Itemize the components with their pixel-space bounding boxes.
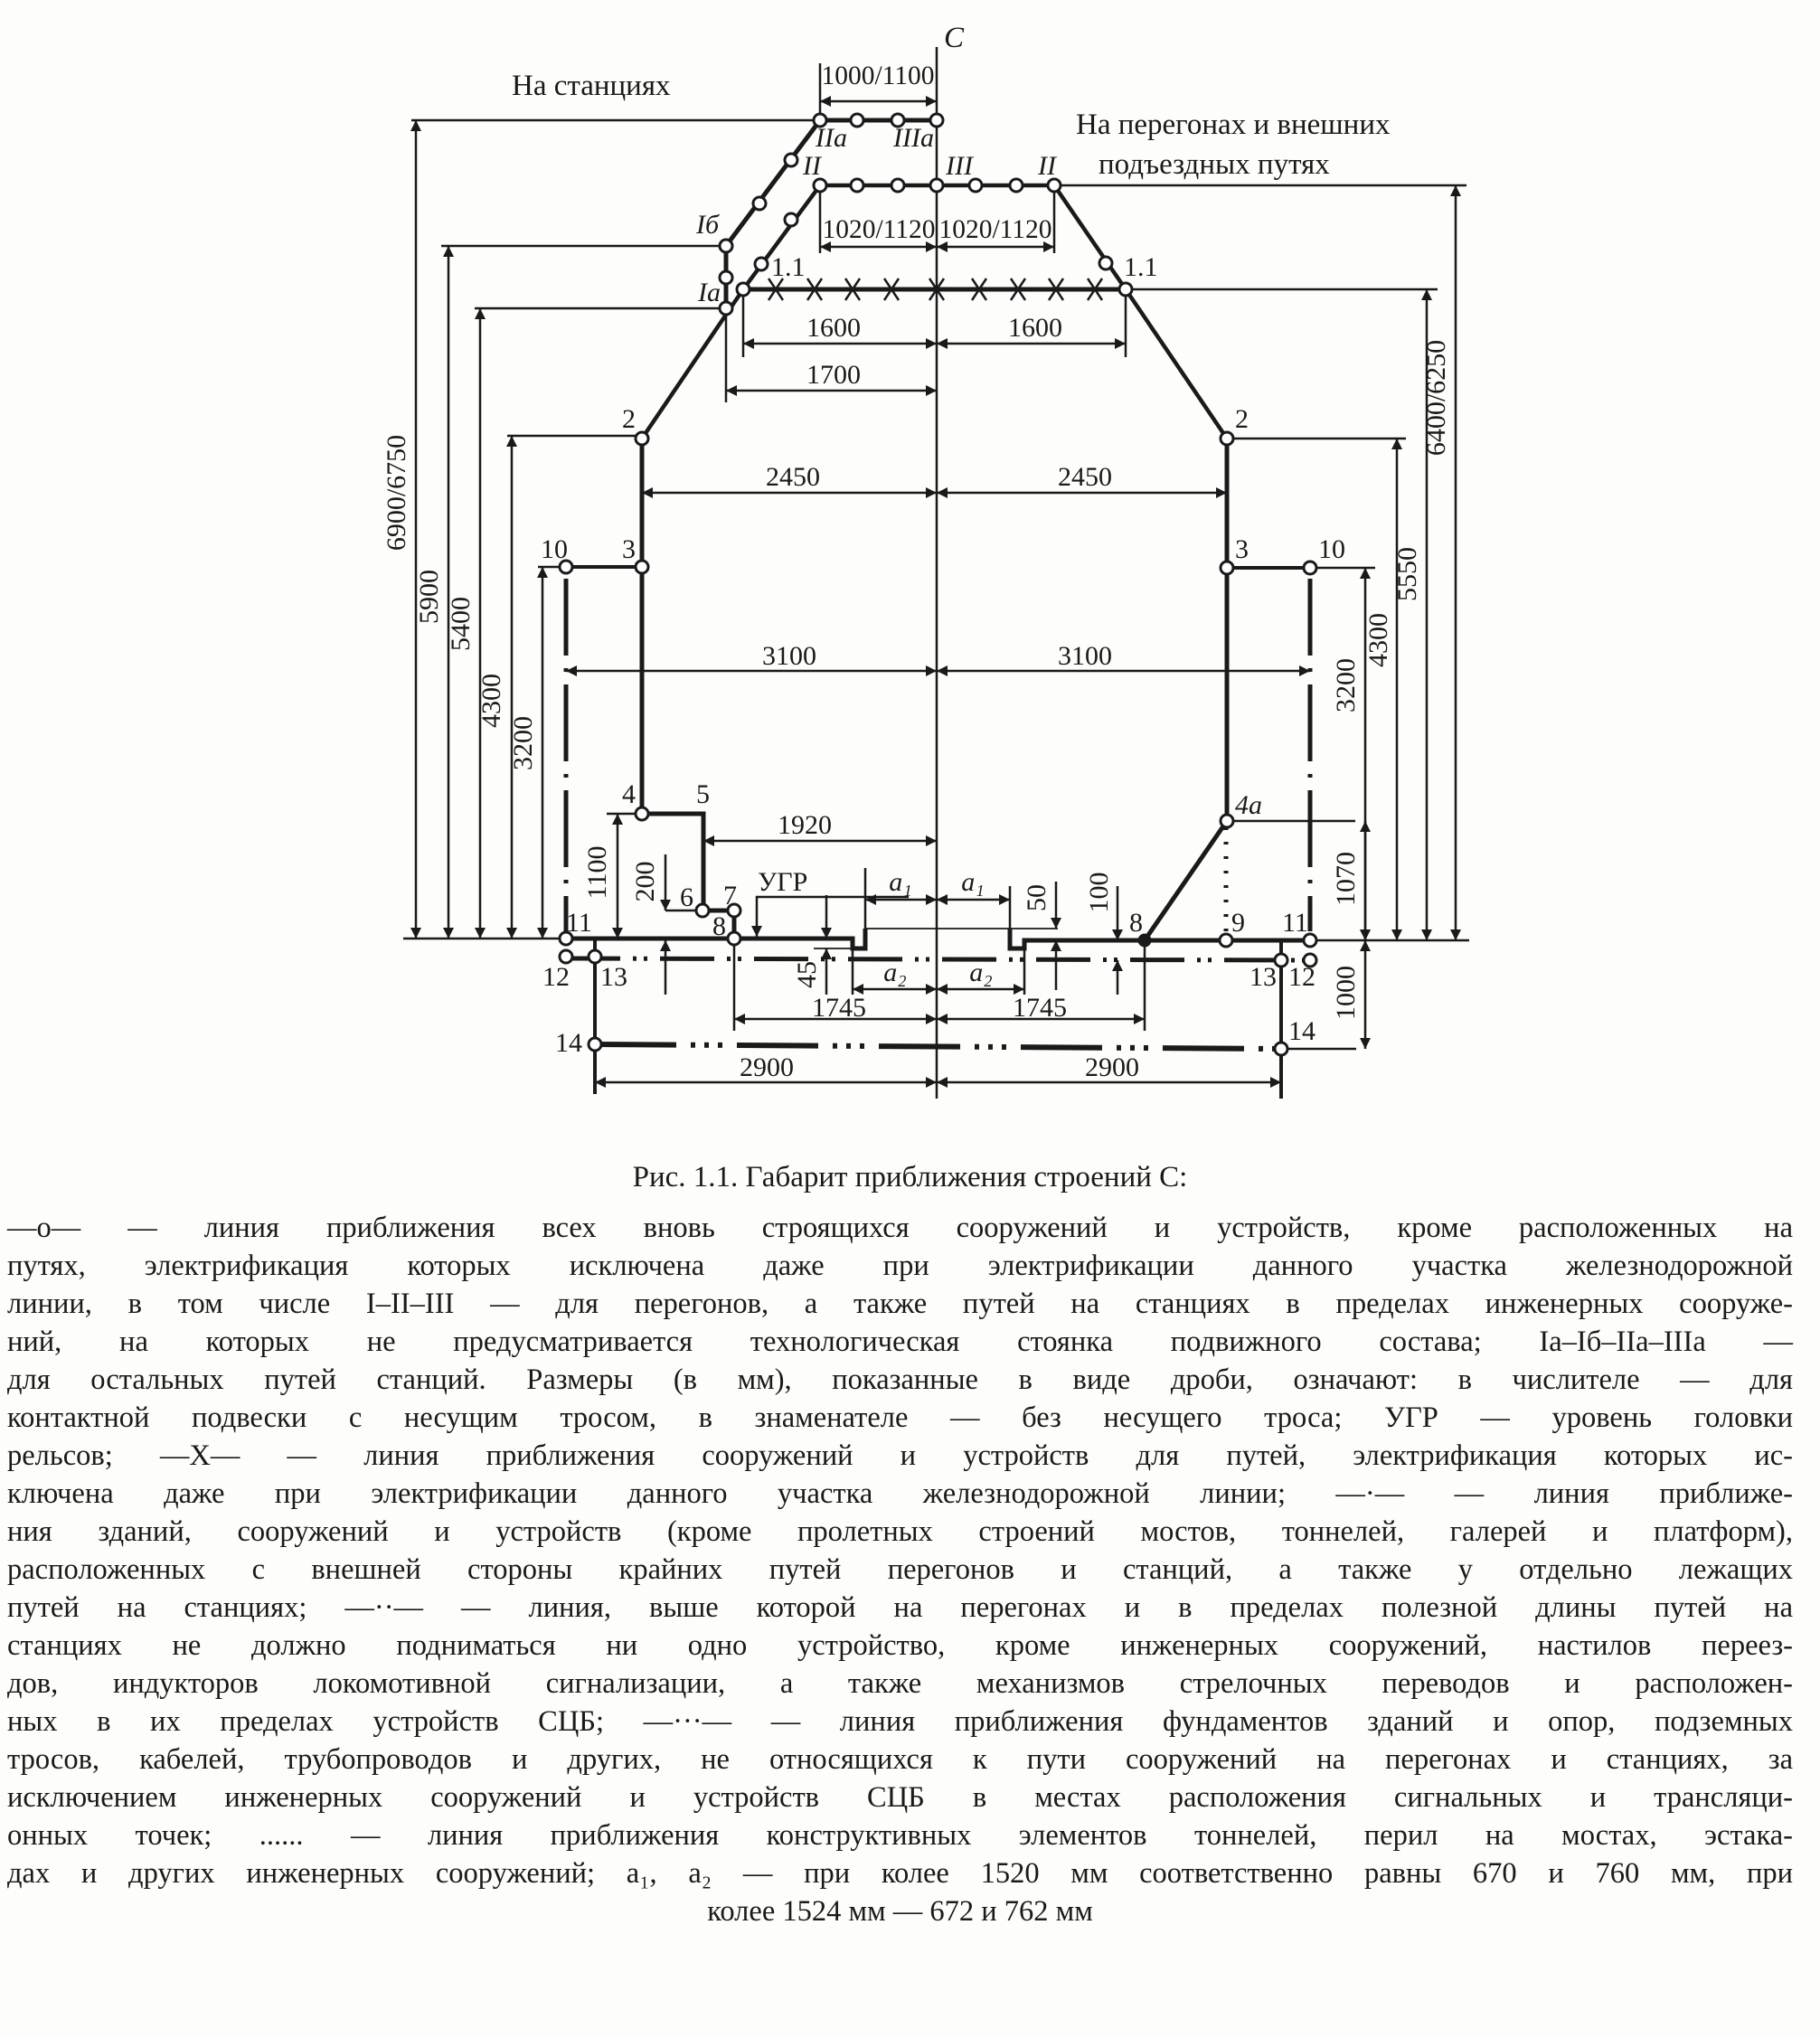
dim-1745-right: 1745 — [1013, 993, 1067, 1023]
dim-2450-left: 2450 — [766, 462, 820, 492]
caption-line: ключена даже при электрификации данного участка железнодорожной линии; —·— — линия приближе- — [7, 1477, 1793, 1510]
label-11-left: 11 — [566, 908, 592, 938]
label-3-right: 3 — [1235, 534, 1249, 564]
caption-line: расположенных с внешней стороны крайних путей перегонов и станций, а также у отдельно лежащих — [7, 1553, 1793, 1586]
dim-1070: 1070 — [1331, 852, 1361, 906]
caption-line: дах и других инженерных сооружений; a₁, a₂ — при колее 1520 мм соответственно равны 670 и 760 мм, при — [7, 1857, 1793, 1890]
label-12-right: 12 — [1288, 962, 1315, 992]
caption-line: ных в их пределах устройств СЦБ; —···— — линия приближения фундаментов зданий и опор, подземных — [7, 1705, 1793, 1738]
caption-line: путей на станциях; —··— — линия, выше которой на перегонах и в пределах полезной длины путей на — [7, 1591, 1793, 1624]
heading-hauls-line2: подъездных путях — [1099, 148, 1330, 181]
label-4: 4 — [622, 779, 636, 809]
dim-200: 200 — [630, 861, 660, 902]
dashdotdot-line — [566, 958, 1310, 960]
label-14-right: 14 — [1288, 1016, 1315, 1046]
caption-line: онных точек; ...... — линия приближения конструктивных элементов тоннелей, перил на мостах, эстака- — [7, 1819, 1793, 1852]
right-lower-outline — [1145, 439, 1227, 940]
dim-1000-1100: 1000/1100 — [821, 61, 935, 90]
dim-2450-right: 2450 — [1058, 462, 1112, 492]
dim-50: 50 — [1022, 884, 1051, 911]
dim-4300-left: 4300 — [476, 674, 506, 728]
dim-3100-right: 3100 — [1058, 641, 1112, 671]
dim-a2-right: a₂ — [969, 958, 993, 987]
label-13-left: 13 — [600, 962, 627, 992]
label-Ia: Ia — [698, 278, 721, 307]
dim-1600-left: 1600 — [806, 313, 861, 343]
label-ugr: УГР — [758, 867, 808, 897]
label-Ib: Iб — [696, 210, 720, 240]
caption-line: путях, электрификация которых исключена даже при электрификации данного участка железнодорожной — [7, 1250, 1793, 1282]
dim-1100: 1100 — [582, 845, 612, 900]
dim-1000: 1000 — [1331, 966, 1361, 1020]
label-13-right: 13 — [1249, 962, 1277, 992]
dim-6400-6250: 6400/6250 — [1421, 339, 1451, 457]
dim-1700: 1700 — [806, 360, 861, 390]
label-9: 9 — [1231, 908, 1245, 938]
dim-45: 45 — [792, 961, 822, 988]
dim-2900-right: 2900 — [1085, 1052, 1139, 1082]
label-4a: 4a — [1235, 790, 1262, 820]
label-7: 7 — [723, 881, 737, 910]
dim-a1-right: a₁ — [961, 867, 985, 897]
dim-5550: 5550 — [1392, 547, 1422, 601]
caption-line: исключением инженерных сооружений и устройств СЦБ в местах расположения сигнальных и трансляци- — [7, 1781, 1793, 1814]
heading-stations: На станциях — [512, 70, 671, 102]
label-8-right: 8 — [1129, 908, 1143, 938]
dim-3100-left: 3100 — [762, 641, 816, 671]
label-5: 5 — [696, 779, 710, 809]
caption-line: для остальных путей станций. Размеры (в мм), показанные в виде дроби, означают: в числителе — для — [7, 1363, 1793, 1396]
caption-line: ний, на которых не предусматривается технологическая стоянка подвижного состава; Ia–Iб–IIa–IIIa — — [7, 1326, 1793, 1358]
caption-line: контактной подвески с несущим тросом, в знаменателе — без несущего троса; УГР — уровень головки — [7, 1401, 1793, 1434]
dim-2900-left: 2900 — [740, 1052, 794, 1082]
caption-title: Рис. 1.1. Габарит приближения строений С: — [632, 1161, 1188, 1194]
dim-1600-right: 1600 — [1008, 313, 1062, 343]
caption-line: станциях не должно подниматься ни одно устройство, кроме инженерных сооружений, настилов переез- — [7, 1629, 1793, 1662]
label-14-left: 14 — [555, 1028, 582, 1058]
dim-1020-1120-right: 1020/1120 — [938, 214, 1052, 244]
dim-3200-right: 3200 — [1331, 658, 1361, 712]
label-10-right: 10 — [1318, 534, 1345, 564]
label-1-1-right: 1.1 — [1124, 252, 1158, 282]
caption-line: тросов, кабелей, трубопроводов и других, не относящихся к пути сооружений на перегонах и станциях, за — [7, 1743, 1793, 1776]
dim-4300-right: 4300 — [1363, 613, 1393, 667]
caption-line: линии, в том числе I–II–III — для перегонов, а также путей на станциях в пределах инженерных сооруже- — [7, 1288, 1793, 1320]
label-II-right: II — [1038, 151, 1056, 181]
dim-5900: 5900 — [414, 570, 444, 624]
label-3-left: 3 — [622, 534, 636, 564]
label-11-right: 11 — [1282, 908, 1308, 938]
dim-a2-left: a₂ — [883, 958, 907, 987]
dim-1020-1120-left: 1020/1120 — [822, 214, 936, 244]
label-III: III — [946, 151, 973, 181]
dim-1745-left: 1745 — [812, 993, 866, 1023]
foundation-line — [595, 1044, 1281, 1049]
label-IIIa: IIIa — [893, 123, 934, 153]
caption-line: рельсов; —X— — линия приближения сооружений и устройств для путей, электрификация которых ис- — [7, 1439, 1793, 1472]
dim-100: 100 — [1084, 872, 1114, 913]
label-8-left: 8 — [712, 911, 726, 941]
dim-6900-6750: 6900/6750 — [382, 434, 411, 552]
label-2-left: 2 — [622, 404, 636, 434]
label-IIa: IIa — [816, 123, 847, 153]
label-10-left: 10 — [541, 534, 568, 564]
caption-line: дов, индукторов локомотивной сигнализации, а также механизмов стрелочных переводов и расположен- — [7, 1667, 1793, 1700]
label-6: 6 — [680, 882, 693, 912]
dim-5400: 5400 — [446, 597, 476, 651]
caption-line: ния зданий, сооружений и устройств (кроме пролетных строений мостов, тоннелей, галерей и платформ), — [7, 1515, 1793, 1548]
caption-line: —o— — линия приближения всех вновь строящихся сооружений и устройств, кроме расположенных на — [7, 1212, 1793, 1244]
centerline-label: C — [944, 22, 965, 54]
dim-a1-left: a₁ — [889, 867, 912, 897]
label-II-left: II — [803, 151, 821, 181]
label-2-right: 2 — [1235, 404, 1249, 434]
heading-hauls-line1: На перегонах и внешних — [1076, 109, 1391, 141]
caption-line-last: колее 1524 мм — 672 и 762 мм — [707, 1895, 1093, 1928]
caption-body — [7, 1209, 1793, 1930]
dim-1920: 1920 — [778, 810, 832, 840]
label-1-1-left: 1.1 — [771, 252, 806, 282]
gauge-points — [560, 114, 1316, 1055]
label-12-left: 12 — [542, 962, 570, 992]
dim-3200-left: 3200 — [508, 716, 538, 770]
horizontal-dimensions — [566, 101, 1310, 1082]
